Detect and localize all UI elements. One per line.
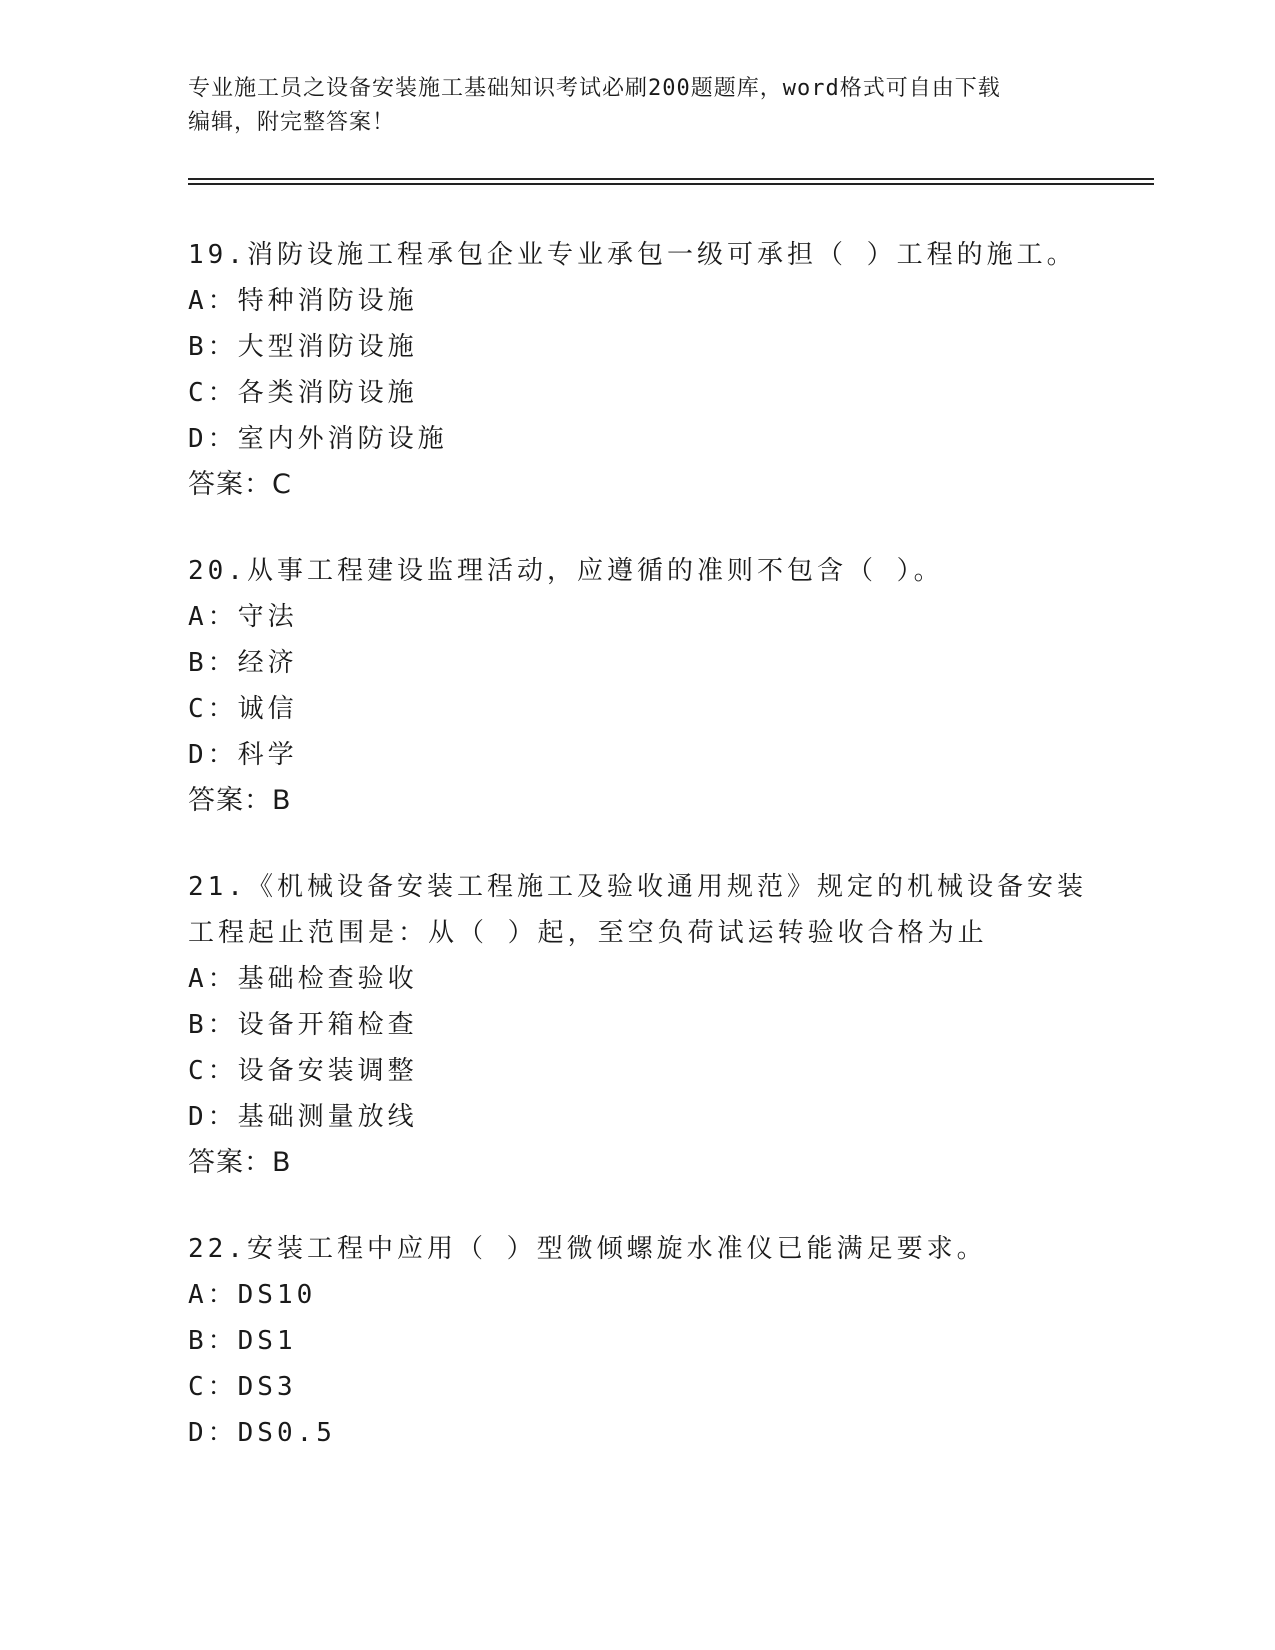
question-text: 19.消防设施工程承包企业专业承包一级可承担（ ）工程的施工。 bbox=[188, 240, 1077, 270]
question-text: 22.安装工程中应用（ ）型微倾螺旋水准仪已能满足要求。 bbox=[188, 1234, 987, 1264]
question-text: 20.从事工程建设监理活动，应遵循的准则不包含（ ）。 bbox=[188, 556, 944, 586]
option-a: A：基础检查验收 bbox=[188, 964, 418, 994]
option-c: C：各类消防设施 bbox=[188, 378, 418, 408]
option-b: B：DS1 bbox=[188, 1326, 297, 1356]
option-b: B：经济 bbox=[188, 648, 298, 678]
option-a: A：特种消防设施 bbox=[188, 286, 418, 316]
header-line-1: 专业施工员之设备安装施工基础知识考试必刷200题题库，word格式可自由下载 bbox=[188, 76, 1001, 101]
question-19 bbox=[188, 232, 1088, 508]
option-d: D：DS0.5 bbox=[188, 1418, 336, 1448]
option-c: C：诚信 bbox=[188, 694, 298, 724]
header-line-2: 编辑，附完整答案！ bbox=[188, 110, 396, 135]
header-divider-top bbox=[188, 178, 1154, 180]
option-b: B：大型消防设施 bbox=[188, 332, 418, 362]
option-b: B：设备开箱检查 bbox=[188, 1010, 418, 1040]
option-c: C：设备安装调整 bbox=[188, 1056, 418, 1086]
option-a: A：守法 bbox=[188, 602, 298, 632]
answer: 答案：B bbox=[188, 785, 292, 816]
question-20 bbox=[188, 548, 1088, 824]
option-d: D：科学 bbox=[188, 740, 298, 770]
option-a: A：DS10 bbox=[188, 1280, 317, 1310]
answer: 答案：B bbox=[188, 1147, 292, 1178]
header-divider-bottom bbox=[188, 183, 1154, 185]
document-header bbox=[188, 72, 1088, 140]
question-21 bbox=[188, 864, 1088, 1186]
option-d: D：室内外消防设施 bbox=[188, 424, 448, 454]
question-22 bbox=[188, 1226, 1088, 1456]
question-text: 21.《机械设备安装工程施工及验收通用规范》规定的机械设备安装工程起止范围是：从（ ）起，至空负荷试运转验收合格为止 bbox=[188, 872, 1087, 948]
question-list bbox=[188, 232, 1088, 1496]
answer: 答案：C bbox=[188, 469, 292, 500]
option-d: D：基础测量放线 bbox=[188, 1102, 418, 1132]
option-c: C：DS3 bbox=[188, 1372, 297, 1402]
